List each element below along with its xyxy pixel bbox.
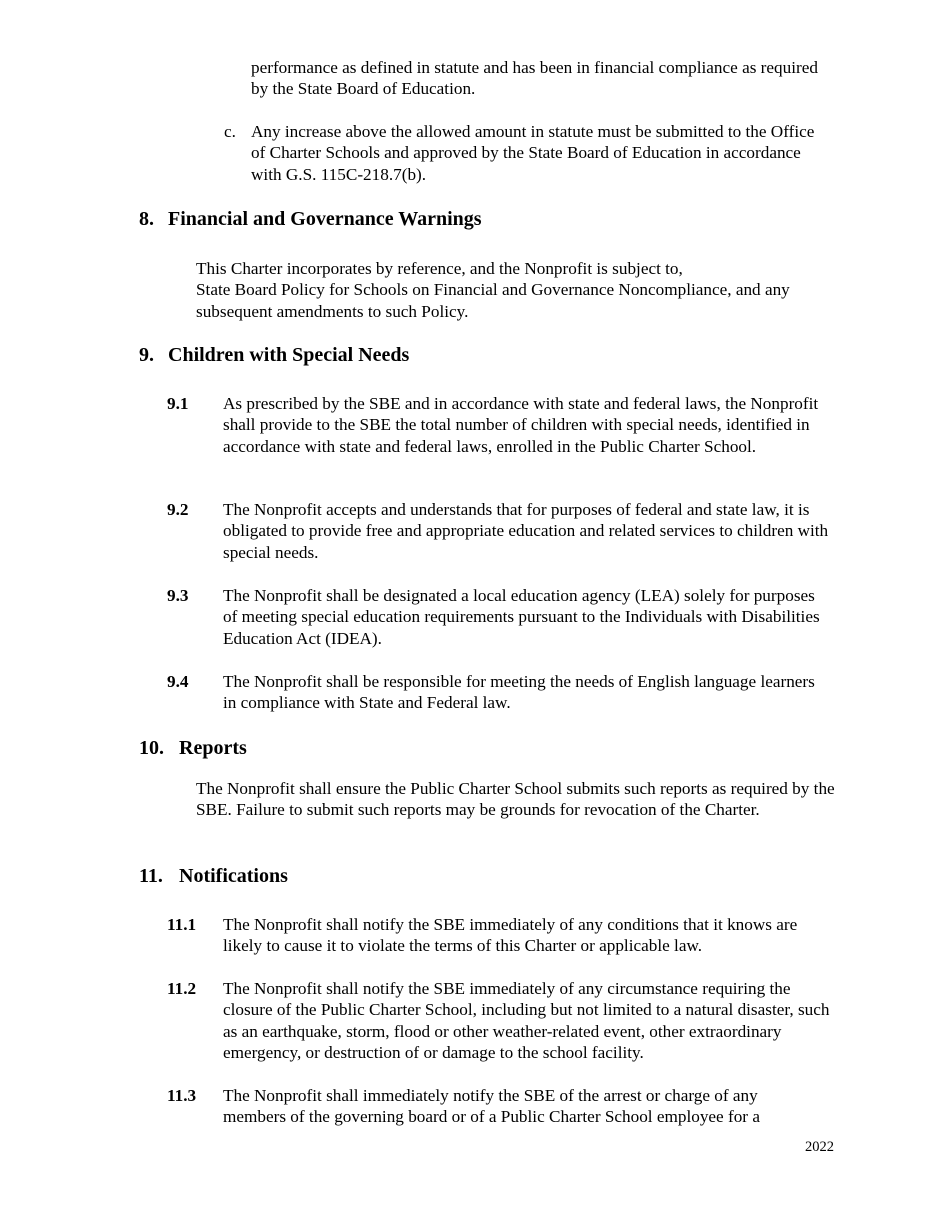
item-number: 11.3 [167,1086,197,1105]
section-9-title: Children with Special Needs [168,344,410,366]
section-8-paragraph-rest: State Board Policy for Schools on Financial and Governance Noncompliance, and any subsequent amendments to such Policy. [196,280,790,321]
item-number: 11.1 [167,915,197,934]
list-item: The Nonprofit shall be designated a local education agency (LEA) solely for purposes of meeting special education requirements pursuant to the Individuals with Disabilities Education Act (IDEA). [223,586,820,648]
list-item: The Nonprofit shall be responsible for meeting the needs of English language learners in compliance with State and Federal law. [223,672,815,713]
item-number: 11.2 [167,979,197,998]
section-11-title: Notifications [179,865,288,887]
list-item-c-text: Any increase above the allowed amount in statute must be submitted to the Office of Charter Schools and approved by the State Board of Education in accordance with G.S. 115C-218.7(b). [251,122,815,184]
continuation-paragraph: performance as defined in statute and has been in financial compliance as required by the State Board of Education. [251,58,818,99]
section-8-paragraph-line1: This Charter incorporates by reference, and the Nonprofit is subject to, [196,259,683,278]
section-8-paragraph [196,258,826,322]
section-10-title: Reports [179,737,247,759]
section-8-number: 8. [139,208,154,230]
section-10-heading [139,736,247,760]
list-item: As prescribed by the SBE and in accordance with state and federal laws, the Nonprofit shall provide to the SBE the total number of children with special needs, identified in accordance with state and federal laws, enrolled in the Public Charter School. [223,394,819,456]
section-11-heading [139,864,288,888]
section-8-heading [139,207,482,231]
page-footer-label: 2022 [805,1139,834,1155]
section-8-title: Financial and Governance Warnings [168,208,482,230]
section-11-number: 11. [139,865,163,887]
item-number: 9.1 [167,394,189,413]
section-9-number: 9. [139,344,154,366]
section-9-heading [139,343,409,367]
list-marker-c: c. [224,122,236,141]
list-item: The Nonprofit shall immediately notify the SBE of the arrest or charge of any members of the governing board or of a Public Charter School employee for a [223,1086,760,1127]
item-number: 9.2 [167,500,189,519]
item-number: 9.3 [167,586,189,605]
list-item: The Nonprofit accepts and understands that for purposes of federal and state law, it is obligated to provide free and appropriate education and related services to children with special needs. [223,500,829,562]
item-number: 9.4 [167,672,189,691]
list-item: The Nonprofit shall notify the SBE immediately of any circumstance requiring the closure of the Public Charter School, including but not limited to a natural disaster, such as an earthquake, storm, flood or other weather-related event, other extraordinary emergency, or destruction of or damage to the school facility. [223,979,830,1063]
section-10-paragraph: The Nonprofit shall ensure the Public Charter School submits such reports as required by the SBE. Failure to submit such reports may be grounds for revocation of the Charter. [196,779,835,820]
section-10-number: 10. [139,737,164,759]
list-item: The Nonprofit shall notify the SBE immediately of any conditions that it knows are likely to cause it to violate the terms of this Charter or applicable law. [223,915,798,956]
